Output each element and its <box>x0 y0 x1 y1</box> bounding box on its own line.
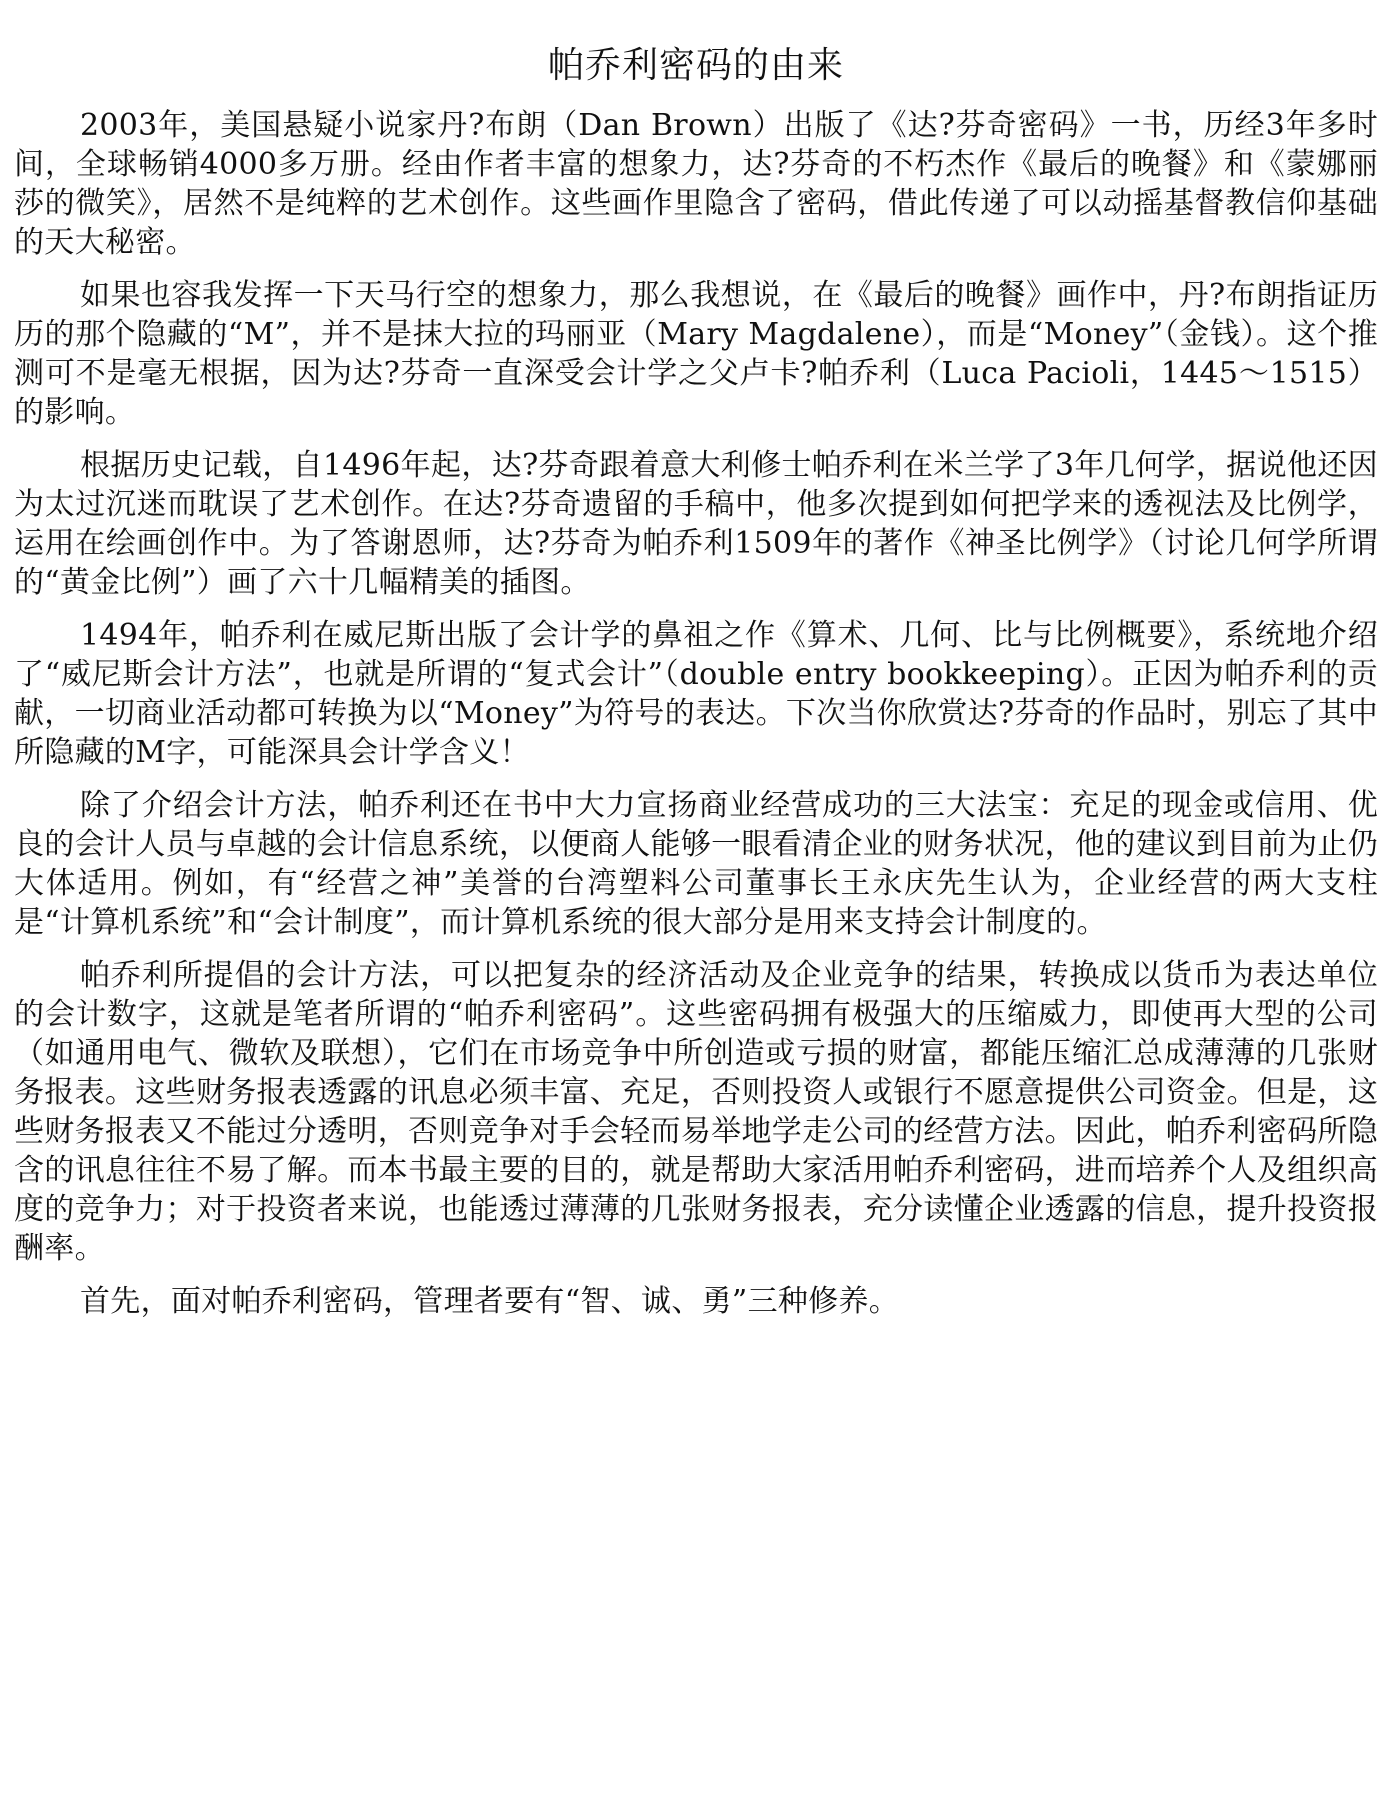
document-title: 帕乔利密码的由来 <box>547 45 844 86</box>
paragraph-3: 根据历史记载，自1496年起，达?芬奇跟着意大利修士帕乔利在米兰学了3年几何学，据说他还因为太过沉迷而耽误了艺术创作。在达?芬奇遗留的手稿中，他多次提到如何把学来的透视法及比例学，运用在绘画创作中。为了答谢恩师，达?芬奇为帕乔利1509年的著作《神圣比例学》（讨论几何学所谓的“黄金比例”）画了六十几幅精美的插图。 <box>14 448 1378 600</box>
document-page <box>14 38 1378 1335</box>
paragraph-5: 除了介绍会计方法，帕乔利还在书中大力宣扬商业经营成功的三大法宝：充足的现金或信用、优良的会计人员与卓越的会计信息系统，以便商人能够一眼看清企业的财务状况，他的建议到目前为止仍大体适用。例如，有“经营之神”美誉的台湾塑料公司董事长王永庆先生认为，企业经营的两大支柱是“计算机系统”和“会计制度”，而计算机系统的很大部分是用来支持会计制度的。 <box>14 788 1378 940</box>
paragraph-7: 首先，面对帕乔利密码，管理者要有“智、诚、勇”三种修养。 <box>80 1284 900 1319</box>
paragraph-1: 2003年，美国悬疑小说家丹?布朗（Dan Brown）出版了《达?芬奇密码》一书，历经3年多时间，全球畅销4000多万册。经由作者丰富的想象力，达?芬奇的不朽杰作《最后的晚餐》和《蒙娜丽莎的微笑》，居然不是纯粹的艺术创作。这些画作里隐含了密码，借此传递了可以动摇基督教信仰基础的天大秘密。 <box>14 108 1378 260</box>
paragraph-6: 帕乔利所提倡的会计方法，可以把复杂的经济活动及企业竞争的结果，转换成以货币为表达单位的会计数字，这就是笔者所谓的“帕乔利密码”。这些密码拥有极强大的压缩威力，即使再大型的公司（如通用电气、微软及联想），它们在市场竞争中所创造或亏损的财富，都能压缩汇总成薄薄的几张财务报表。这些财务报表透露的讯息必须丰富、充足，否则投资人或银行不愿意提供公司资金。但是，这些财务报表又不能过分透明，否则竞争对手会轻而易举地学走公司的经营方法。因此，帕乔利密码所隐含的讯息往往不易了解。而本书最主要的目的，就是帮助大家活用帕乔利密码，进而培养个人及组织高度的竞争力；对于投资者来说，也能透过薄薄的几张财务报表，充分读懂企业透露的信息，提升投资报酬率。 <box>14 958 1379 1266</box>
paragraph-4: 1494年，帕乔利在威尼斯出版了会计学的鼻祖之作《算术、几何、比与比例概要》，系统地介绍了“威尼斯会计方法”，也就是所谓的“复式会计”（double entry bookkeeping）。正因为帕乔利的贡献，一切商业活动都可转换为以“Money”为符号的表达。下次当你欣赏达?芬奇的作品时，别忘了其中所隐藏的M字，可能深具会计学含义！ <box>14 618 1378 770</box>
paragraph-2: 如果也容我发挥一下天马行空的想象力，那么我想说，在《最后的晚餐》画作中，丹?布朗指证历历的那个隐藏的“M”，并不是抹大拉的玛丽亚（Mary Magdalene），而是“Money”（金钱）。这个推测可不是毫无根据，因为达?芬奇一直深受会计学之父卢卡?帕乔利（Luca Pacioli，1445～1515）的影响。 <box>14 278 1378 430</box>
